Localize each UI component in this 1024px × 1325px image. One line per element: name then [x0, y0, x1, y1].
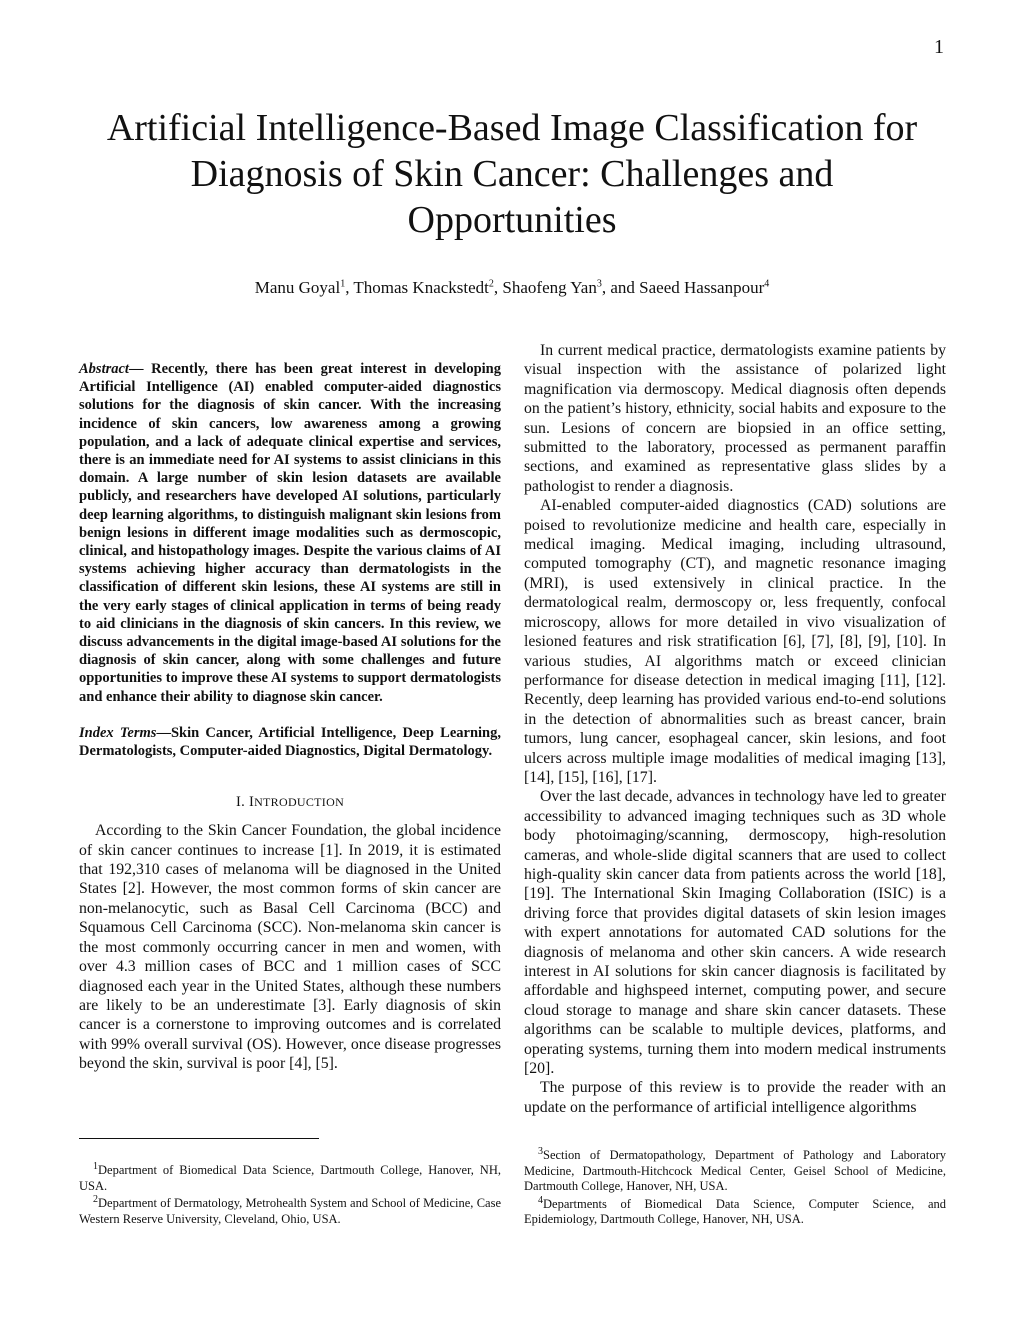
section-title-smallcaps: NTRODUCTION: [254, 795, 345, 810]
footnote-mark: 1: [93, 1160, 98, 1172]
author-name: Thomas Knackstedt: [353, 278, 489, 297]
author-affiliation-mark: 3: [596, 278, 602, 290]
footnote-divider: [79, 1138, 319, 1139]
footnote: [79, 1193, 501, 1227]
section-initial: I: [248, 794, 255, 811]
abstract-label: Abstract: [79, 361, 129, 377]
footnote-text: Department of Biomedical Data Science, Dartmouth College, Hanover, NH, USA.: [79, 1163, 501, 1193]
author-list: [90, 278, 934, 298]
author-affiliation-mark: 4: [764, 278, 770, 290]
author-separator: ,: [345, 278, 354, 297]
section-heading-introduction: [79, 794, 501, 811]
right-column: [524, 341, 946, 1117]
author-separator: ,: [493, 278, 503, 297]
footnote-text: Department of Dermatology, Metrohealth System and School of Medicine, Case Western Reserve University, Cleveland, Ohio, USA.: [79, 1196, 501, 1226]
abstract-text: — Recently, there has been great interest in developing Artificial Intelligence (AI) enabled computer-aided diagnostics solutions for the diagnosis of skin cancer. With the increasing incidence of skin cancers, low awareness among a growing population, and a lack of adequate clinical expertise and services, there is an immediate need for AI systems to assist clinicians in this domain. A large number of skin lesion datasets are available publicly, and researchers have developed AI solutions, particularly deep learning algorithms, to distinguish malignant skin lesions from benign lesions in different image modalities such as dermoscopic, clinical, and histopathology images. Despite the various claims of AI systems achieving higher accuracy than dermatologists in the classification of different skin lesions, these AI systems are still in the very early stages of clinical application in terms of being ready to aid clinicians in the diagnosis of skin cancers. In this review, we discuss advancements in the digital image-based AI solutions for the diagnosis of skin cancer, along with some challenges and future opportunities to improve these AI systems to support dermatologists and enhance their ability to diagnose skin cancer.: [79, 361, 501, 705]
footnote-text: Departments of Biomedical Data Science, Computer Science, and Epidemiology, Dartmouth College, Hanover, NH, USA.: [524, 1196, 946, 1226]
author-affiliation-mark: 1: [340, 278, 346, 290]
left-column: [79, 360, 501, 1074]
author-name: Manu Goyal: [254, 278, 341, 297]
intro-paragraph: According to the Skin Cancer Foundation, the global incidence of skin cancer continues to increase [1]. In 2019, it is estimated that 192,310 cases of melanoma will be diagnosed in the United States [2]. However, the most common forms of skin cancer are non-melanocytic, such as Basal Cell Carcinoma (BCC) and Squamous Cell Carcinoma (SCC). Non-melanoma skin cancer is the most commonly occurring cancer in men and women, with over 4.3 million cases of BCC and 1 million cases of SCC diagnosed each year in the United States, although these numbers are likely to be an underestimate [3]. Early diagnosis of skin cancer is a cornerstone to improving outcomes and is correlated with 99% overall survival (OS). However, once disease progresses beyond the skin, survival is poor [4], [5].: [79, 822, 501, 1073]
footnote-text: Section of Dermatopathology, Department of Pathology and Laboratory Medicine, Dartmouth-Hitchcock Medical Center, Geisel School of Medicine, Dartmouth College, Hanover, NH, USA.: [524, 1148, 946, 1193]
abstract: [79, 360, 501, 706]
footnote-mark: 3: [538, 1145, 543, 1157]
index-terms-label: Index Terms: [79, 724, 157, 741]
footnotes-left: [79, 1160, 501, 1229]
index-terms-text: —Skin Cancer, Artificial Intelligence, Deep Learning, Dermatologists, Computer-aided Diagnostics, Digital Dermatology.: [79, 724, 501, 760]
body-paragraph: Over the last decade, advances in technology have led to greater accessibility to advanced imaging techniques such as 3D whole body photoimaging/scanning, dermoscopy, high-resolution cameras, and whole-slide digital scanners that are used to collect high-quality skin cancer data from patients across the world [18], [19]. The International Skin Imaging Collaboration (ISIC) is a driving force that provides digital datasets of skin lesion images with expert annotations for automated CAD solutions for the diagnosis of melanoma and other skin cancers. A wide research interest in AI solutions for skin cancer diagnosis is facilitated by affordable and highspeed internet, computing power, and secure cloud storage to manage and share skin cancer datasets. These algorithms can be scalable to multiple devices, platforms, and operating systems, turning them into modern medical instruments [20].: [524, 788, 946, 1078]
body-paragraph: In current medical practice, dermatologists examine patients by visual inspection with the assistance of polarized light magnification via dermoscopy. Medical diagnosis often depends on the patient’s history, ethnicity, social habits and exposure to the sun. Lesions of concern are biopsied in an office setting, submitted to the laboratory, processed as permanent paraffin sections, and examined as representative glass slides by a pathologist to render a diagnosis.: [524, 342, 946, 495]
page-number: 1: [934, 36, 944, 58]
author-name: Saeed Hassanpour: [639, 278, 765, 297]
body-paragraph: AI-enabled computer-aided diagnostics (CAD) solutions are poised to revolutionize medicine and health care, especially in medical imaging. Medical imaging, including ultrasound, computed tomography (CT), and magnetic resonance imaging (MRI), is used extensively in clinical practice. In the dermatological realm, dermoscopy or, less frequently, confocal microscopy, allows for more detailed in vivo visualization of lesioned features and risk stratification [6], [7], [8], [9], [10]. In various studies, AI algorithms match or exceed clinician performance for disease detection in medical imaging [11], [12]. Recently, deep learning has provided various end-to-end solutions in the detection of abnormalities such as breast cancer, brain tumors, lung cancer, esophageal cancer, skin lesions, and foot ulcers across multiple image modalities of medical imaging [13], [14], [15], [16], [17].: [524, 497, 946, 786]
footnote: [79, 1160, 501, 1194]
footnote-mark: 4: [538, 1194, 543, 1206]
footnotes-right: [524, 1145, 946, 1230]
footnote: [524, 1145, 946, 1195]
footnote-mark: 2: [93, 1193, 98, 1205]
author-name: Shaofeng Yan: [502, 278, 597, 297]
paper-title: Artificial Intelligence-Based Image Classification for Diagnosis of Skin Cancer: Challenges and Opportunities: [106, 107, 918, 241]
index-terms: [79, 724, 501, 760]
author-separator: , and: [601, 278, 640, 297]
author-affiliation-mark: 2: [488, 278, 494, 290]
section-numeral: I.: [235, 794, 245, 811]
body-paragraph: The purpose of this review is to provide the reader with an update on the performance of artificial intelligence algorithms: [524, 1079, 946, 1116]
footnote: [524, 1194, 946, 1228]
